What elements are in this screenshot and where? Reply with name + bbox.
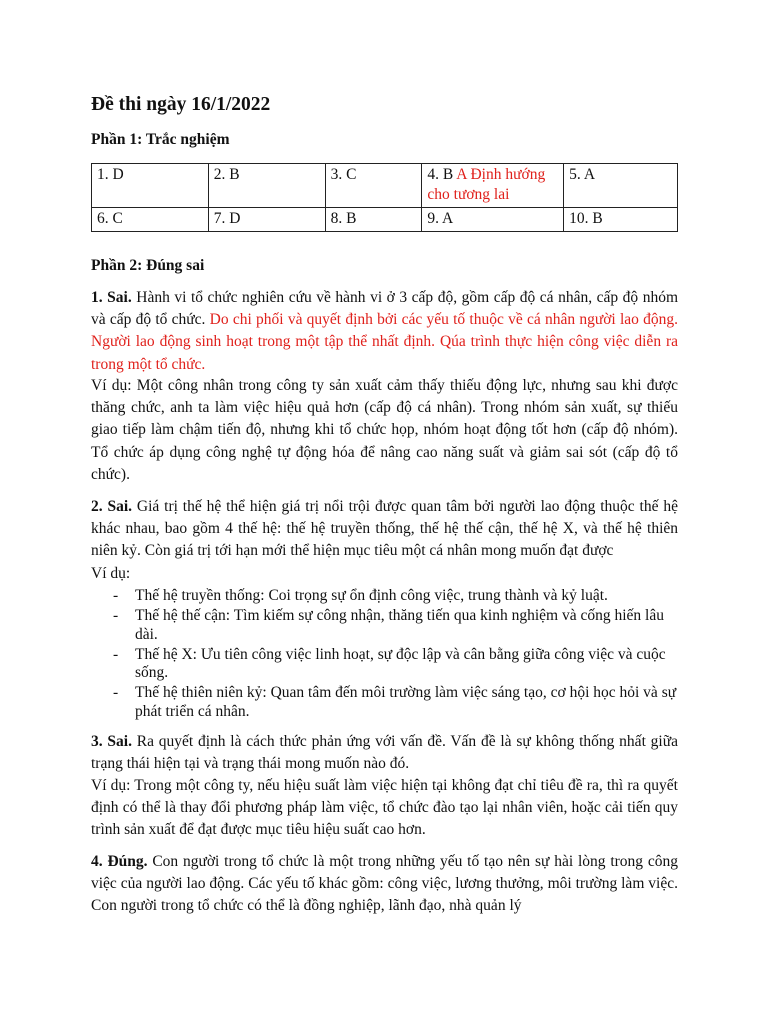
answer-table	[91, 163, 678, 232]
table-cell: 7. D	[208, 208, 325, 232]
table-cell: 10. B	[564, 208, 678, 232]
table-cell: 3. C	[325, 164, 422, 208]
part1-heading: Phần 1: Trắc nghiệm	[91, 131, 230, 148]
question-2: 2. Sai. Giá trị thế hệ thể hiện giá trị nổi trội được quan tâm bởi người lao động thuộc thế hệ khác nhau, bao gồm 4 thế hệ: thế hệ truyền thống, thế hệ thế cận, thế hệ X, và thế hệ thiên niên kỷ. Còn giá trị tới hạn mới thể hiện mục tiêu một cá nhân mong muốn đạt được	[91, 498, 678, 560]
correction-note: A Định hướng cho tương lai	[427, 166, 546, 203]
question-label: 3. Sai.	[91, 733, 132, 750]
table-cell: 2. B	[208, 164, 325, 208]
list-item: - Thế hệ thế cận: Tìm kiếm sự công nhận, thăng tiến qua kinh nghiệm và cống hiến lâu dài.	[113, 607, 664, 643]
table-row	[92, 164, 678, 208]
question-2-example-label: Ví dụ:	[91, 565, 131, 582]
list-item: - Thế hệ X: Ưu tiên công việc linh hoạt, sự độc lập và cân bằng giữa công việc và cuộc sống.	[113, 645, 666, 681]
question-1-example: Ví dụ: Một công nhân trong công ty sản xuất cảm thấy thiếu động lực, nhưng sau khi được thăng chức, anh ta làm việc hiệu quả hơn (cấp độ cá nhân). Trong nhóm sản xuất, sự thiếu giao tiếp làm chậm tiến độ, nhưng khi tổ chức họp, nhóm hoạt động tốt hơn (cấp độ nhóm). Tổ chức áp dụng công nghệ tự động hóa để nâng cao năng suất và giảm sai sót (cấp độ tổ chức).	[91, 377, 678, 483]
question-label: 1. Sai.	[91, 289, 132, 306]
table-cell: 6. C	[92, 208, 209, 232]
document-title: Đề thi ngày 16/1/2022	[91, 94, 271, 115]
question-4: 4. Đúng. Con người trong tổ chức là một trong những yếu tố tạo nên sự hài lòng trong công việc của người lao động. Các yếu tố khác gồm: công việc, lương thưởng, môi trường làm việc. Con người trong tổ chức có thể là đồng nghiệp, lãnh đạo, nhà quản lý	[91, 853, 678, 915]
list-item: - Thế hệ truyền thống: Coi trọng sự ổn định công việc, trung thành và kỷ luật.	[113, 587, 608, 604]
question-1: 1. Sai. Hành vi tổ chức nghiên cứu về hành vi ở 3 cấp độ, gồm cấp độ cá nhân, cấp độ nhóm và cấp độ tổ chức. Do chi phối và quyết định bởi các yếu tố thuộc về cá nhân người lao động. Người lao động sinh hoạt trong một tập thể nhất định. Qúa trình thực hiện công việc diễn ra trong một tổ chức.	[91, 289, 679, 373]
list-item: - Thế hệ thiên niên kỷ: Quan tâm đến môi trường làm việc sáng tạo, cơ hội học hỏi và sự phát triển cá nhân.	[113, 684, 677, 720]
table-cell: 1. D	[92, 164, 209, 208]
question-3-example: Ví dụ: Trong một công ty, nếu hiệu suất làm việc hiện tại không đạt chỉ tiêu đề ra, thì ra quyết định có thể là thay đổi phương pháp làm việc, tổ chức đào tạo lại nhân viên, hoặc cải tiến quy trình sản xuất để đạt được mục tiêu hiệu suất cao hơn.	[91, 777, 678, 839]
table-cell: 5. A	[564, 164, 678, 208]
table-row	[92, 208, 678, 232]
table-cell: 9. A	[422, 208, 564, 232]
question-label: 2. Sai.	[91, 498, 133, 515]
question-3: 3. Sai. Ra quyết định là cách thức phản ứng với vấn đề. Vấn đề là sự không thống nhất giữa trạng thái hiện tại và trạng thái mong muốn nào đó.	[91, 733, 678, 773]
question-label: 4. Đúng.	[91, 853, 148, 870]
correction-note: Do chi phối và quyết định bởi các yếu tố thuộc về cá nhân người lao động. Người lao động sinh hoạt trong một tập thể nhất định. Qúa trình thực hiện công việc diễn ra trong một tổ chức.	[91, 311, 679, 373]
generation-list	[91, 587, 678, 723]
table-cell: 4. B A Định hướng cho tương lai	[422, 164, 564, 208]
table-cell: 8. B	[325, 208, 422, 232]
part2-heading: Phần 2: Đúng sai	[91, 257, 205, 274]
